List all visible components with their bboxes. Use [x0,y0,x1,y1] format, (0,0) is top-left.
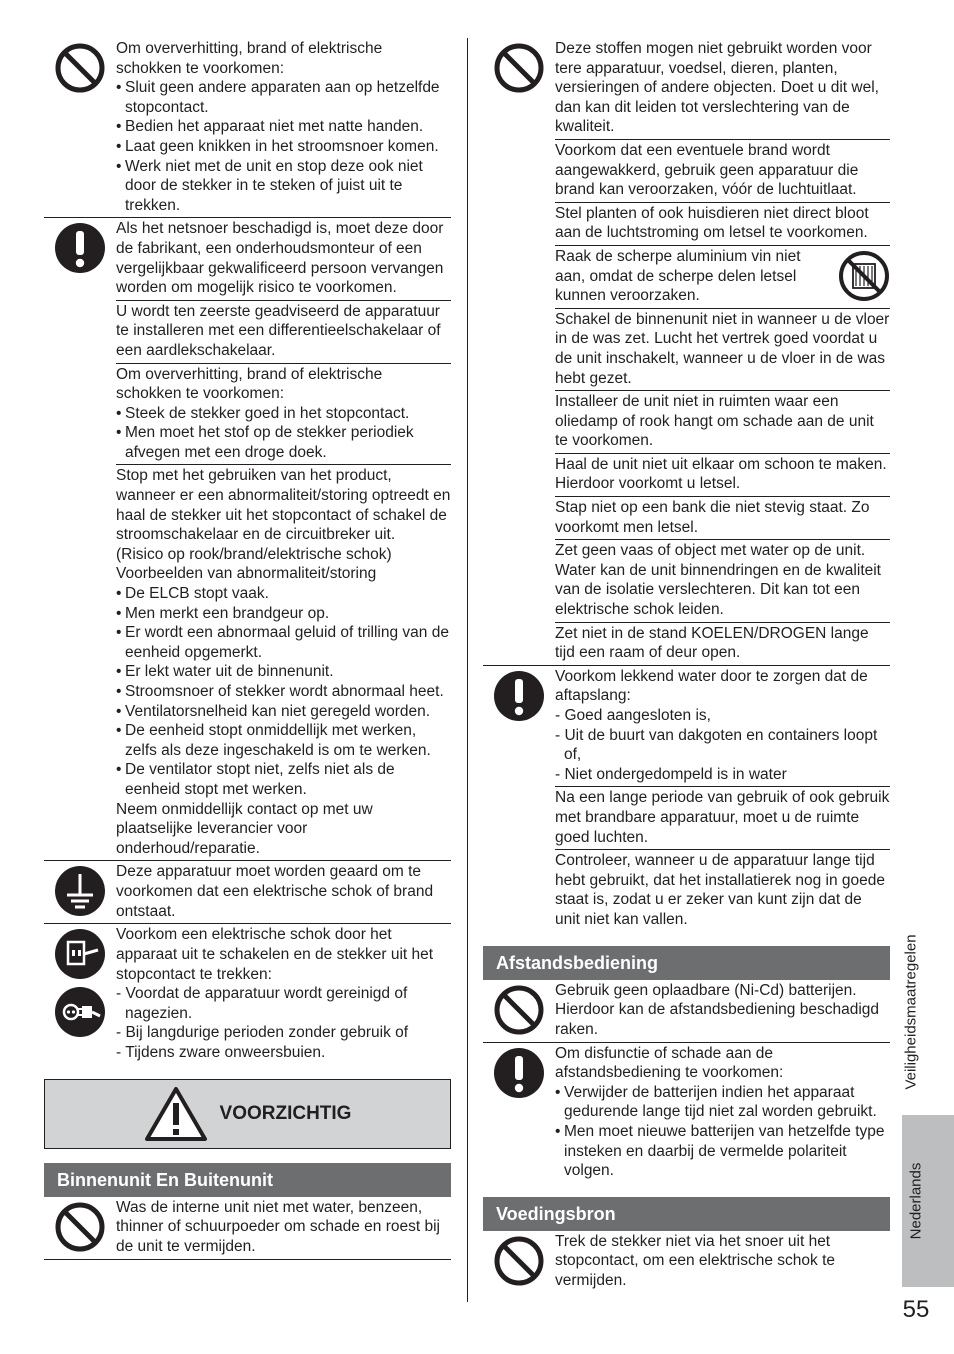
warning-text: Raak de scherpe aluminium vin niet aan, omdat de scherpe delen letsel kunnen veroorzaken. [555,247,801,305]
bullet-item: • Verwijder de batterijen indien het apparaat gedurende lange tijd niet zal worden gebruikt. [555,1083,890,1122]
warning-text: Installeer de unit niet in ruimten waar een oliedamp of rook hangt om schade aan de unit te voorkomen. [555,393,874,450]
section-header-indoor-outdoor: Binnenunit En Buitenunit [44,1163,451,1197]
exclamation-icon [493,1047,545,1099]
bullet-item: • Steek de stekker goed in het stopcontact. [116,404,451,424]
rack-check-text: Controleer, wanneer u de apparatuur lange tijd hebt gebruikt, dat het installatierek nog in goede staat is, zodat u er zeker van kunt zijn dat de unit niet kan vallen. [555,852,886,928]
side-section-label: Veiligheidsmaatregelen [902,934,920,1090]
warning-text: Schakel de binnenunit niet in wanneer u de vloer in de was zet. Lucht het vertrek goed voordat u de unit inschakelt, wanneer u de vloer in de was hebt gezet. [555,310,890,387]
bullet-item: • Er lekt water uit de binnenunit. [116,662,451,682]
page-number: 55 [902,1296,930,1323]
unplug-icon [54,928,106,980]
column-divider [467,38,468,1302]
cord-text: Trek de stekker niet via het snoer uit het stopcontact, om een elektrische schok te vermijden. [555,1232,836,1289]
block-lead: Voorkom een elektrische schok door het apparaat uit te schakelen en de stekker uit het stopcontact te trekken: [116,926,434,983]
no-touch-fin-icon [838,250,890,302]
warning-text: Stel planten of ook huisdieren niet direct bloot aan de luchtstroming om letsel te voorkomen. [555,204,869,242]
warning-text: Voorkom dat een eventuele brand wordt aangewakkerd, gebruik geen apparatuur die brand kan veroorzaken, vóór de luchtuitlaat. [555,141,859,199]
bullet-item: • Er wordt een abnormaal geluid of trilling van de eenheid opgemerkt. [116,623,451,662]
warning-text: Haal de unit niet uit elkaar om schoon te maken. Hierdoor voorkomt u letsel. [555,455,887,493]
block-lead: Om oververhitting, brand of elektrische schokken te voorkomen: [116,365,383,403]
dash-item: - Voordat de apparatuur wordt gereinigd of nagezien. [116,985,408,1022]
bullet-item: • Werk niet met de unit en stop deze ook niet door de stekker in te steken of juist uit te trekken. [116,157,451,216]
unplug-block [44,924,451,1064]
unplug-icon [54,986,106,1038]
power-cord-text: Als het netsnoer beschadigd is, moet deze door de fabrikant, een onderhoudsmonteur of een vergelijkbaar gekwalificeerd persoon vervangen worden om mogelijk risico te voorkomen. [116,220,444,297]
prohibit-block-usage [483,38,890,666]
battery-text: Gebruik geen oplaadbare (Ni-Cd) batterijen. Hierdoor kan de afstandsbediening beschadigd raken. [555,981,880,1038]
dash-item: - Uit de buurt van dakgoten en containers loopt of, [555,726,878,764]
left-column [44,38,451,1260]
right-column [483,38,890,1293]
prohibit-icon [54,42,106,94]
bullet-item: • Stroomsnoer of stekker wordt abnormaal heet. [116,682,451,702]
bullet-item: • Men moet het stof op de stekker periodiek afvegen met een droge doek. [116,423,451,462]
risk-note: (Risico op rook/brand/elektrische schok) [116,545,392,563]
dash-item: - Niet ondergedompeld is in water [555,765,787,783]
abnormality-text: Stop met het gebruiken van het product, wanneer er een abnormaliteit/storing optreedt en haal de stekker uit het stopcontact of schakel de stroomschakelaar en de circuitbreker uit. [116,467,451,544]
bullet-item: • Men moet nieuwe batterijen van hetzelfde type insteken en daarbij de vermelde polariteit volgen. [555,1122,890,1181]
breaker-advice-text: U wordt ten zeerste geadviseerd de apparatuur te installeren met een differentieelschakelaar of een aardlekschakelaar. [116,302,441,359]
prohibit-icon [493,42,545,94]
warning-text: Stap niet op een bank die niet stevig staat. Zo voorkomt men letsel. [555,499,870,536]
dash-item: - Tijdens zware onweersbuien. [116,1043,326,1061]
side-language-label: Nederlands [907,1162,925,1240]
prohibit-icon [493,1235,545,1287]
prohibit-icon [54,1201,106,1253]
mandatory-block-remote [483,1043,890,1183]
dash-item: - Bij langdurige perioden zonder gebruik of [116,1024,409,1042]
section-header-power: Voedingsbron [483,1197,890,1231]
block-lead: Om disfunctie of schade aan de afstandsbediening te voorkomen: [555,1044,784,1082]
ventilation-text: Na een lange periode van gebruik of ook gebruik met brandbare apparatuur, moet u de ruimte goed luchten. [555,789,890,846]
caution-label: VOORZICHTIG [219,1102,352,1124]
warning-text: Zet niet in de stand KOELEN/DROGEN lange tijd een raam of deur open. [555,624,869,662]
block-lead: Om oververhitting, brand of elektrische schokken te voorkomen: [116,40,383,77]
prohibit-block-cleaning [44,1197,451,1260]
examples-heading: Voorbeelden van abnormaliteit/storing [116,565,377,583]
contact-dealer-text: Neem onmiddellijk contact op met uw plaatselijke leverancier voor onderhoud/reparatie. [116,800,373,857]
bullet-item: • De ELCB stopt vaak. [116,584,451,604]
bullet-item: • Sluit geen andere apparaten aan op hetzelfde stopcontact. [116,78,451,117]
caution-banner [44,1079,451,1149]
bullet-item: • Ventilatorsnelheid kan niet geregeld worden. [116,702,451,722]
prohibit-block-electrical [44,38,451,218]
section-header-remote: Afstandsbediening [483,946,890,980]
mandatory-block-power [44,218,451,861]
exclamation-icon [54,222,106,274]
ground-block [44,861,451,924]
dash-item: - Goed aangesloten is, [555,707,711,724]
prohibit-icon [493,984,545,1036]
cleaning-text: Was de interne unit niet met water, benzeen, thinner of schuurpoeder om schade en roest bij de unit te vermijden. [116,1198,440,1255]
bullet-item: • Bedien het apparaat niet met natte handen. [116,117,451,137]
warning-text: Deze stoffen mogen niet gebruikt worden voor tere apparatuur, voedsel, dieren, planten, versieringen of andere objecten. Doet u dit wel, dan kan dit leiden tot verslechtering van de kwaliteit. [555,40,879,136]
mandatory-block-drain [483,666,890,932]
bullet-item: • Laat geen knikken in het stroomsnoer komen. [116,137,451,157]
ground-text: Deze apparatuur moet worden geaard om te voorkomen dat een elektrische schok of brand ontstaat. [116,863,434,920]
bullet-item: • De ventilator stopt niet, zelfs niet als de eenheid stopt met werken. [116,760,451,799]
prohibit-block-batteries [483,980,890,1043]
warning-text: Zet geen vaas of object met water op de unit. Water kan de unit binnendringen en de kwaliteit van de isolatie verslechteren. Dit kan tot een elektrische schok leiden. [555,542,881,619]
exclamation-icon [493,670,545,722]
ground-icon [54,865,106,917]
bullet-item: • Men merkt een brandgeur op. [116,604,451,624]
bullet-item: • De eenheid stopt onmiddellijk met werken, zelfs als deze ingeschakeld is om te werken. [116,721,451,760]
prohibit-block-unplug-cord [483,1231,890,1293]
block-lead: Voorkom lekkend water door te zorgen dat de aftapslang: [555,667,868,705]
warning-triangle-icon [144,1086,208,1142]
